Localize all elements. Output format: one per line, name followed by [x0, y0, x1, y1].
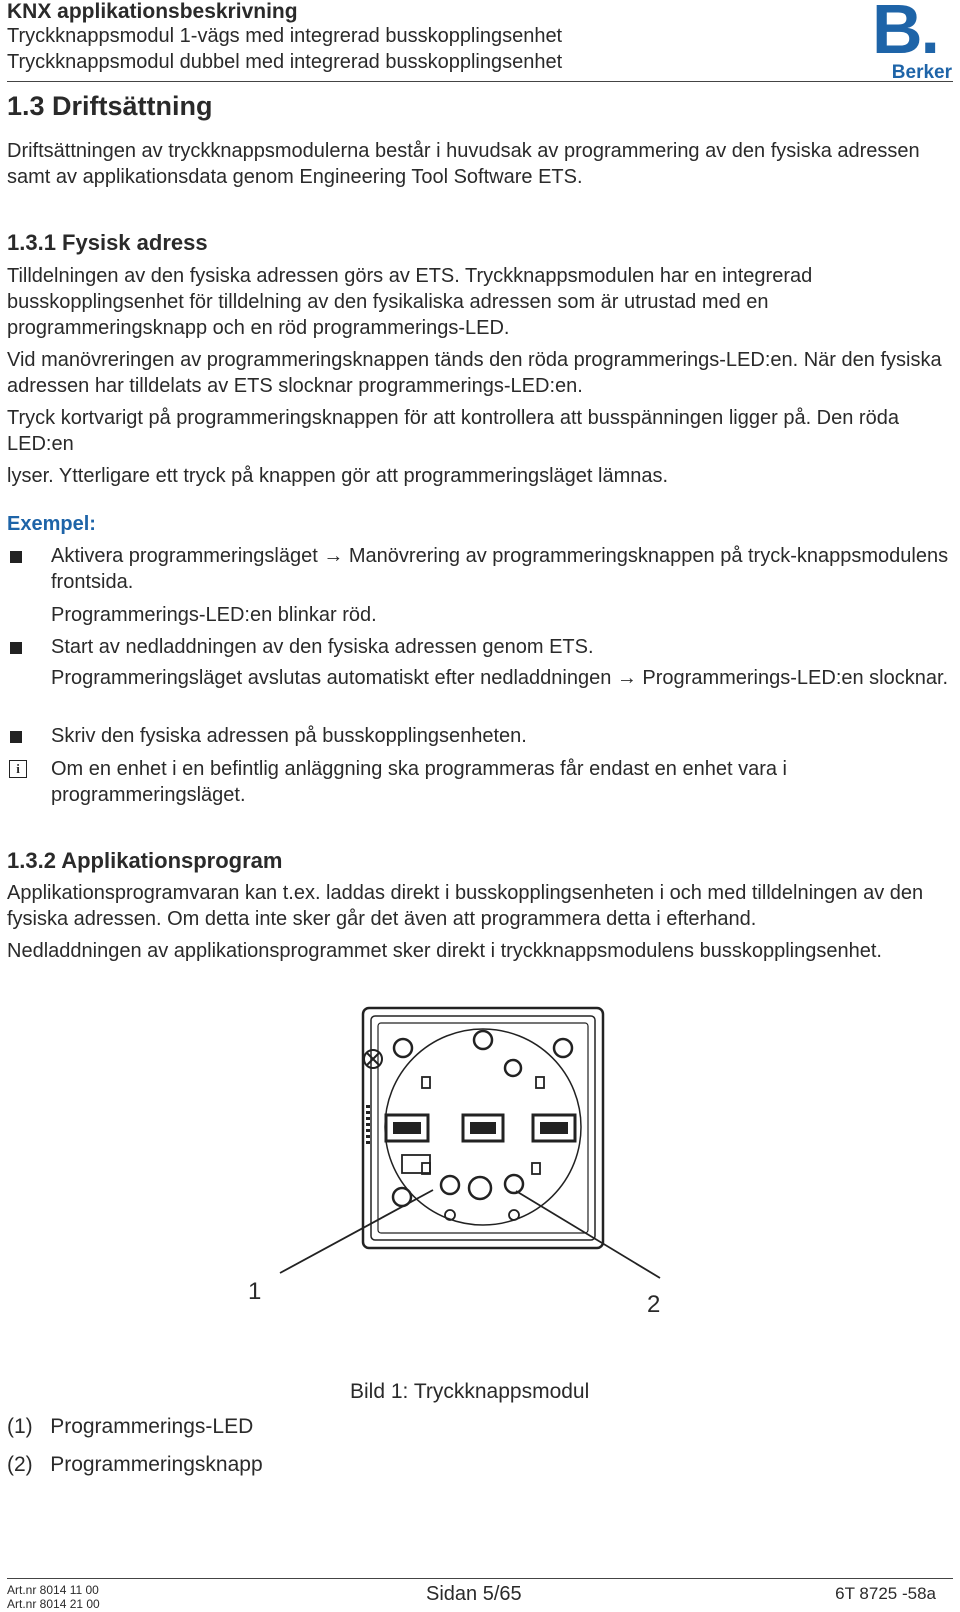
paragraph-tryck-kortvarigt: Tryck kortvarigt på programmeringsknappen för att kontrollera att busspänningen ligger på. Den röda LED:en	[7, 407, 899, 455]
section-intro: Driftsättningen av tryckknappsmodulerna består i huvudsak av programmering av den fysiska adressen samt av applikationsdata genom Engineering Tool Software ETS.	[7, 140, 920, 188]
bullet-icon	[10, 731, 22, 743]
section-heading: 1.3 Driftsättning	[7, 91, 213, 121]
header-divider	[7, 81, 953, 82]
legend-text: Programmeringsknapp	[50, 1453, 263, 1476]
subsection-heading-fysisk-adress: 1.3.1 Fysisk adress	[7, 230, 208, 255]
footer-document-number: 6T 8725 -58a	[835, 1584, 936, 1603]
example-label: Exempel:	[7, 513, 96, 535]
list-item-note: Programmeringsläget avslutas automatiskt efter nedladdningen → Programmerings-LED:en slocknar.	[51, 667, 949, 689]
berker-logo-mark: B.	[872, 0, 938, 68]
list-item: Aktivera programmeringsläget → Manövrering av programmeringsknappen på tryck-knappsmodulens frontsida.	[51, 545, 949, 593]
info-note: Om en enhet i en befintlig anläggning ska programmeras får endast en enhet vara i programmeringsläget.	[51, 758, 787, 806]
list-item: Skriv den fysiska adressen på busskopplingsenheten.	[51, 725, 527, 747]
footer-divider	[7, 1578, 953, 1579]
document-subtitle-2: Tryckknappsmodul dubbel med integrerad busskopplingsenhet	[7, 51, 563, 73]
bullet-icon	[10, 642, 22, 654]
paragraph-nedladdning: Nedladdningen av applikationsprogrammet sker direkt i tryckknappsmodulens busskopplingsenhet.	[7, 940, 882, 962]
info-icon: i	[9, 760, 27, 778]
footer-article-number-1: Art.nr 8014 11 00	[7, 1583, 99, 1597]
paragraph-tilldelning: Tilldelningen av den fysiska adressen görs av ETS. Tryckknappsmodulen har en integrerad busskopplingsenhet för tilldelning av den fysikaliska adressen som är utrustad med en programmeringsknapp och en röd programmerings-LED.	[7, 265, 813, 339]
footer-article-number-2: Art.nr 8014 21 00	[7, 1597, 100, 1611]
bullet-icon	[10, 551, 22, 563]
paragraph-applikationsprogramvara: Applikationsprogramvaran kan t.ex. laddas direkt i busskopplingsenheten i och med tilldelningen av den fysiska adressen. Om detta inte sker går det även att programmera detta i efterhand.	[7, 882, 924, 930]
figure-label-1: 1	[248, 1278, 262, 1305]
subsection-heading-applikationsprogram: 1.3.2 Applikationsprogram	[7, 848, 283, 873]
legend-text: Programmerings-LED	[50, 1415, 254, 1438]
berker-logo-text: Berker	[891, 62, 952, 83]
list-item-note: Programmerings-LED:en blinkar röd.	[51, 604, 377, 626]
legend-number: (2)	[7, 1453, 33, 1476]
paragraph-lyser: lyser. Ytterligare ett tryck på knappen gör att programmeringsläget lämnas.	[7, 465, 669, 487]
list-item: Start av nedladdningen av den fysiska adressen genom ETS.	[51, 636, 594, 658]
legend-number: (1)	[7, 1415, 33, 1438]
legend-item-led	[7, 1415, 253, 1439]
paragraph-manovrering: Vid manövreringen av programmeringsknappen tänds den röda programmerings-LED:en. När den fysiska adressen har tilldelats av ETS slocknar programmerings-LED:en.	[7, 349, 942, 397]
legend-item-button	[7, 1453, 263, 1477]
document-subtitle-1: Tryckknappsmodul 1-vägs med integrerad busskopplingsenhet	[7, 25, 563, 47]
figure-caption: Bild 1: Tryckknappsmodul	[350, 1380, 590, 1403]
push-button-module-drawing	[270, 1000, 690, 1370]
footer-page-number: Sidan 5/65	[426, 1583, 522, 1605]
document-title: KNX applikationsbeskrivning	[7, 0, 298, 23]
figure-label-2: 2	[647, 1291, 661, 1318]
